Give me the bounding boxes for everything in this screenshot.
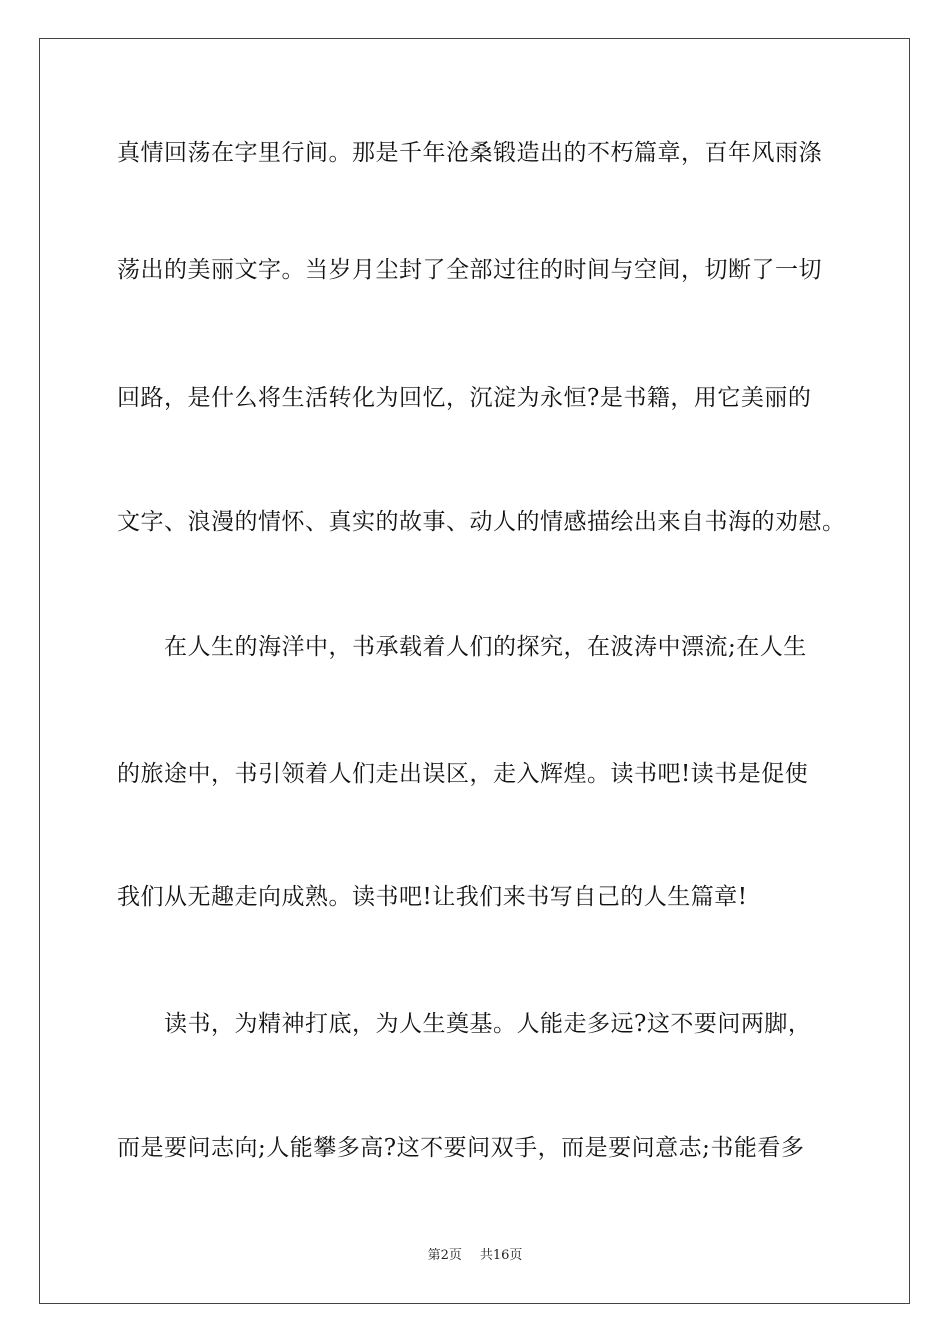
paragraph-first-line: 读书，为精神打底，为人生奠基。人能走多远?这不要问两脚， bbox=[164, 1011, 812, 1037]
page-border bbox=[39, 38, 910, 1304]
body-text-line: 文字、浪漫的情怀、真实的故事、动人的情感描绘出来自书海的劝慰。 bbox=[117, 509, 846, 535]
body-text-line: 我们从无趣走向成熟。读书吧!让我们来书写自己的人生篇章! bbox=[117, 884, 748, 910]
paragraph-first-line: 在人生的海洋中，书承载着人们的探究，在波涛中漂流;在人生 bbox=[164, 634, 807, 660]
page-number: 第2页 bbox=[427, 1248, 462, 1263]
body-text-line: 回路，是什么将生活转化为回忆，沉淀为永恒?是书籍，用它美丽的 bbox=[117, 385, 812, 411]
body-text-line: 而是要问志向;人能攀多高?这不要问双手，而是要问意志;书能看多 bbox=[117, 1135, 805, 1161]
body-text-line: 荡出的美丽文字。当岁月尘封了全部过往的时间与空间，切断了一切 bbox=[117, 257, 822, 283]
body-text-line: 真情回荡在字里行间。那是千年沧桑锻造出的不朽篇章，百年风雨涤 bbox=[117, 140, 822, 166]
page-footer bbox=[0, 1247, 950, 1265]
total-pages: 共16页 bbox=[479, 1248, 523, 1263]
body-text-line: 的旅途中，书引领着人们走出误区，走入辉煌。读书吧!读书是促使 bbox=[117, 761, 809, 787]
